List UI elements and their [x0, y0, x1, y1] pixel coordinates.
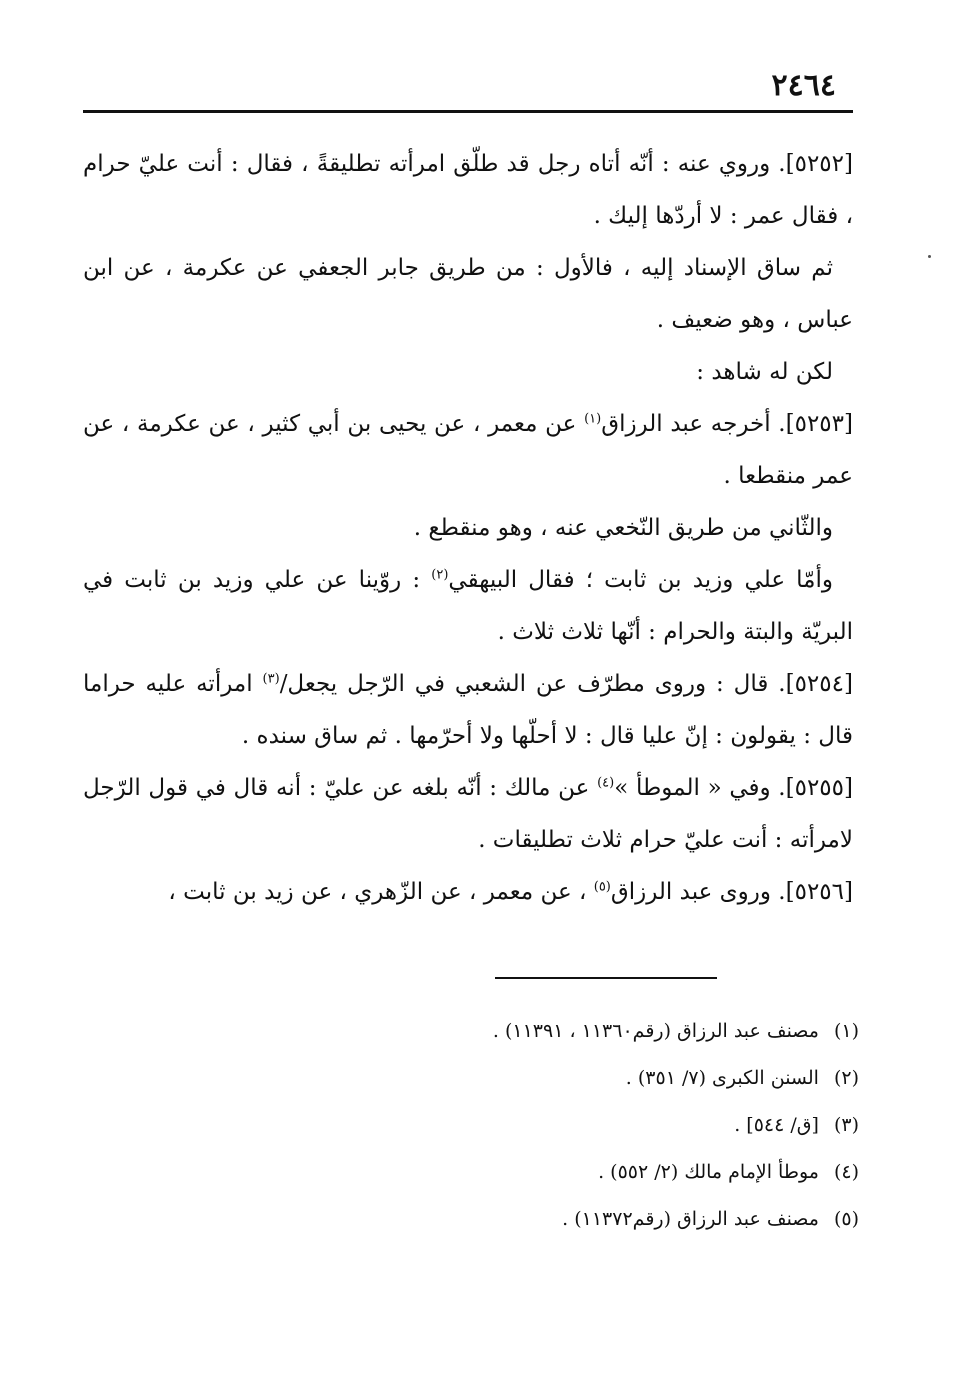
footnote-ref: (١) [584, 411, 602, 427]
footnote-number: (٢) [833, 1067, 859, 1089]
paragraph: لكن له شاهد : [696, 359, 833, 385]
footnote-rule [495, 977, 717, 979]
footnote-text: مصنف عبد الرزاق (رقم١١٣٧٢) . [562, 1208, 819, 1230]
footnote-text: مصنف عبد الرزاق (رقم١١٣٦٠ ، ١١٣٩١) . [492, 1020, 819, 1042]
paragraph: ثم ساق الإسناد إليه ، فالأول : من طريق جابر الجعفي عن عكرمة ، عن ابن عباس ، وهو ضعيف . [83, 255, 853, 333]
paragraph: [٥٢٥٥]. وفي « الموطأ »$^{(٤)}$ عن مالك : أنّه بلغه عن عليّ : أنه قال في قول الرّجل لامرأته : أنت عليّ حرام ثلاث تطليقات . [83, 775, 853, 853]
margin-mark [928, 255, 931, 258]
footnote [83, 1196, 859, 1243]
footnote [83, 1008, 859, 1055]
footnote-text: السنن الكبرى (٧/ ٣٥١) . [625, 1067, 819, 1089]
footnote-ref: (٢) [431, 567, 449, 583]
footnote-number: (٥) [833, 1208, 859, 1230]
header-rule [83, 110, 853, 113]
footnote [83, 1102, 859, 1149]
footnote-ref: (٥) [593, 879, 611, 895]
paragraph: [٥٢٥٣]. أخرجه عبد الرزاق$^{(١)}$ عن معمر ، عن يحيى بن أبي كثير ، عن عكرمة ، عن عمر منقطعا . [83, 411, 853, 489]
body-text [83, 138, 853, 918]
footnote-text: موطأ الإمام مالك (٢/ ٥٥٢) . [598, 1161, 819, 1183]
paragraph: [٥٢٥٤]. قال : وروى مطرّف عن الشعبي في الرّجل يجعل/$^{(٣)}$ امرأته عليه حراما قال : يقولون : إنّ عليا قال : لا أحلّها ولا أحرّمها . ثم ساق سنده . [83, 671, 853, 749]
footnote [83, 1055, 859, 1102]
footnotes [83, 1008, 859, 1243]
footnote-ref: (٤) [597, 775, 615, 791]
footnote-ref: (٣) [262, 671, 280, 687]
footnote-number: (١) [833, 1020, 859, 1042]
paragraph: والثّاني من طريق النّخعي عنه ، وهو منقطع . [413, 515, 833, 541]
footnote-number: (٤) [833, 1161, 859, 1183]
paragraph: [٥٢٥٢]. وروي عنه : أنّه أتاه رجل قد طلّق امرأته تطليقةً ، فقال : أنت عليّ حرام ، فقال عمر : لا أردّها إليك . [83, 151, 853, 229]
footnote [83, 1149, 859, 1196]
paragraph: وأمّا علي وزيد بن ثابت ؛ فقال البيهقي$^{(٢)}$ : روّينا عن علي وزيد بن ثابت في البريّة والبتة والحرام : أنّها ثلاث ثلاث . [83, 567, 853, 645]
page-number: ٢٤٦٤ [771, 68, 836, 103]
paragraph: [٥٢٥٦]. وروى عبد الرزاق$^{(٥)}$ ، عن معمر ، عن الزّهري ، عن زيد بن ثابت ، [168, 879, 853, 905]
footnote-number: (٣) [833, 1114, 859, 1136]
footnote-text: [ق/ ٥٤٤] . [734, 1114, 819, 1136]
